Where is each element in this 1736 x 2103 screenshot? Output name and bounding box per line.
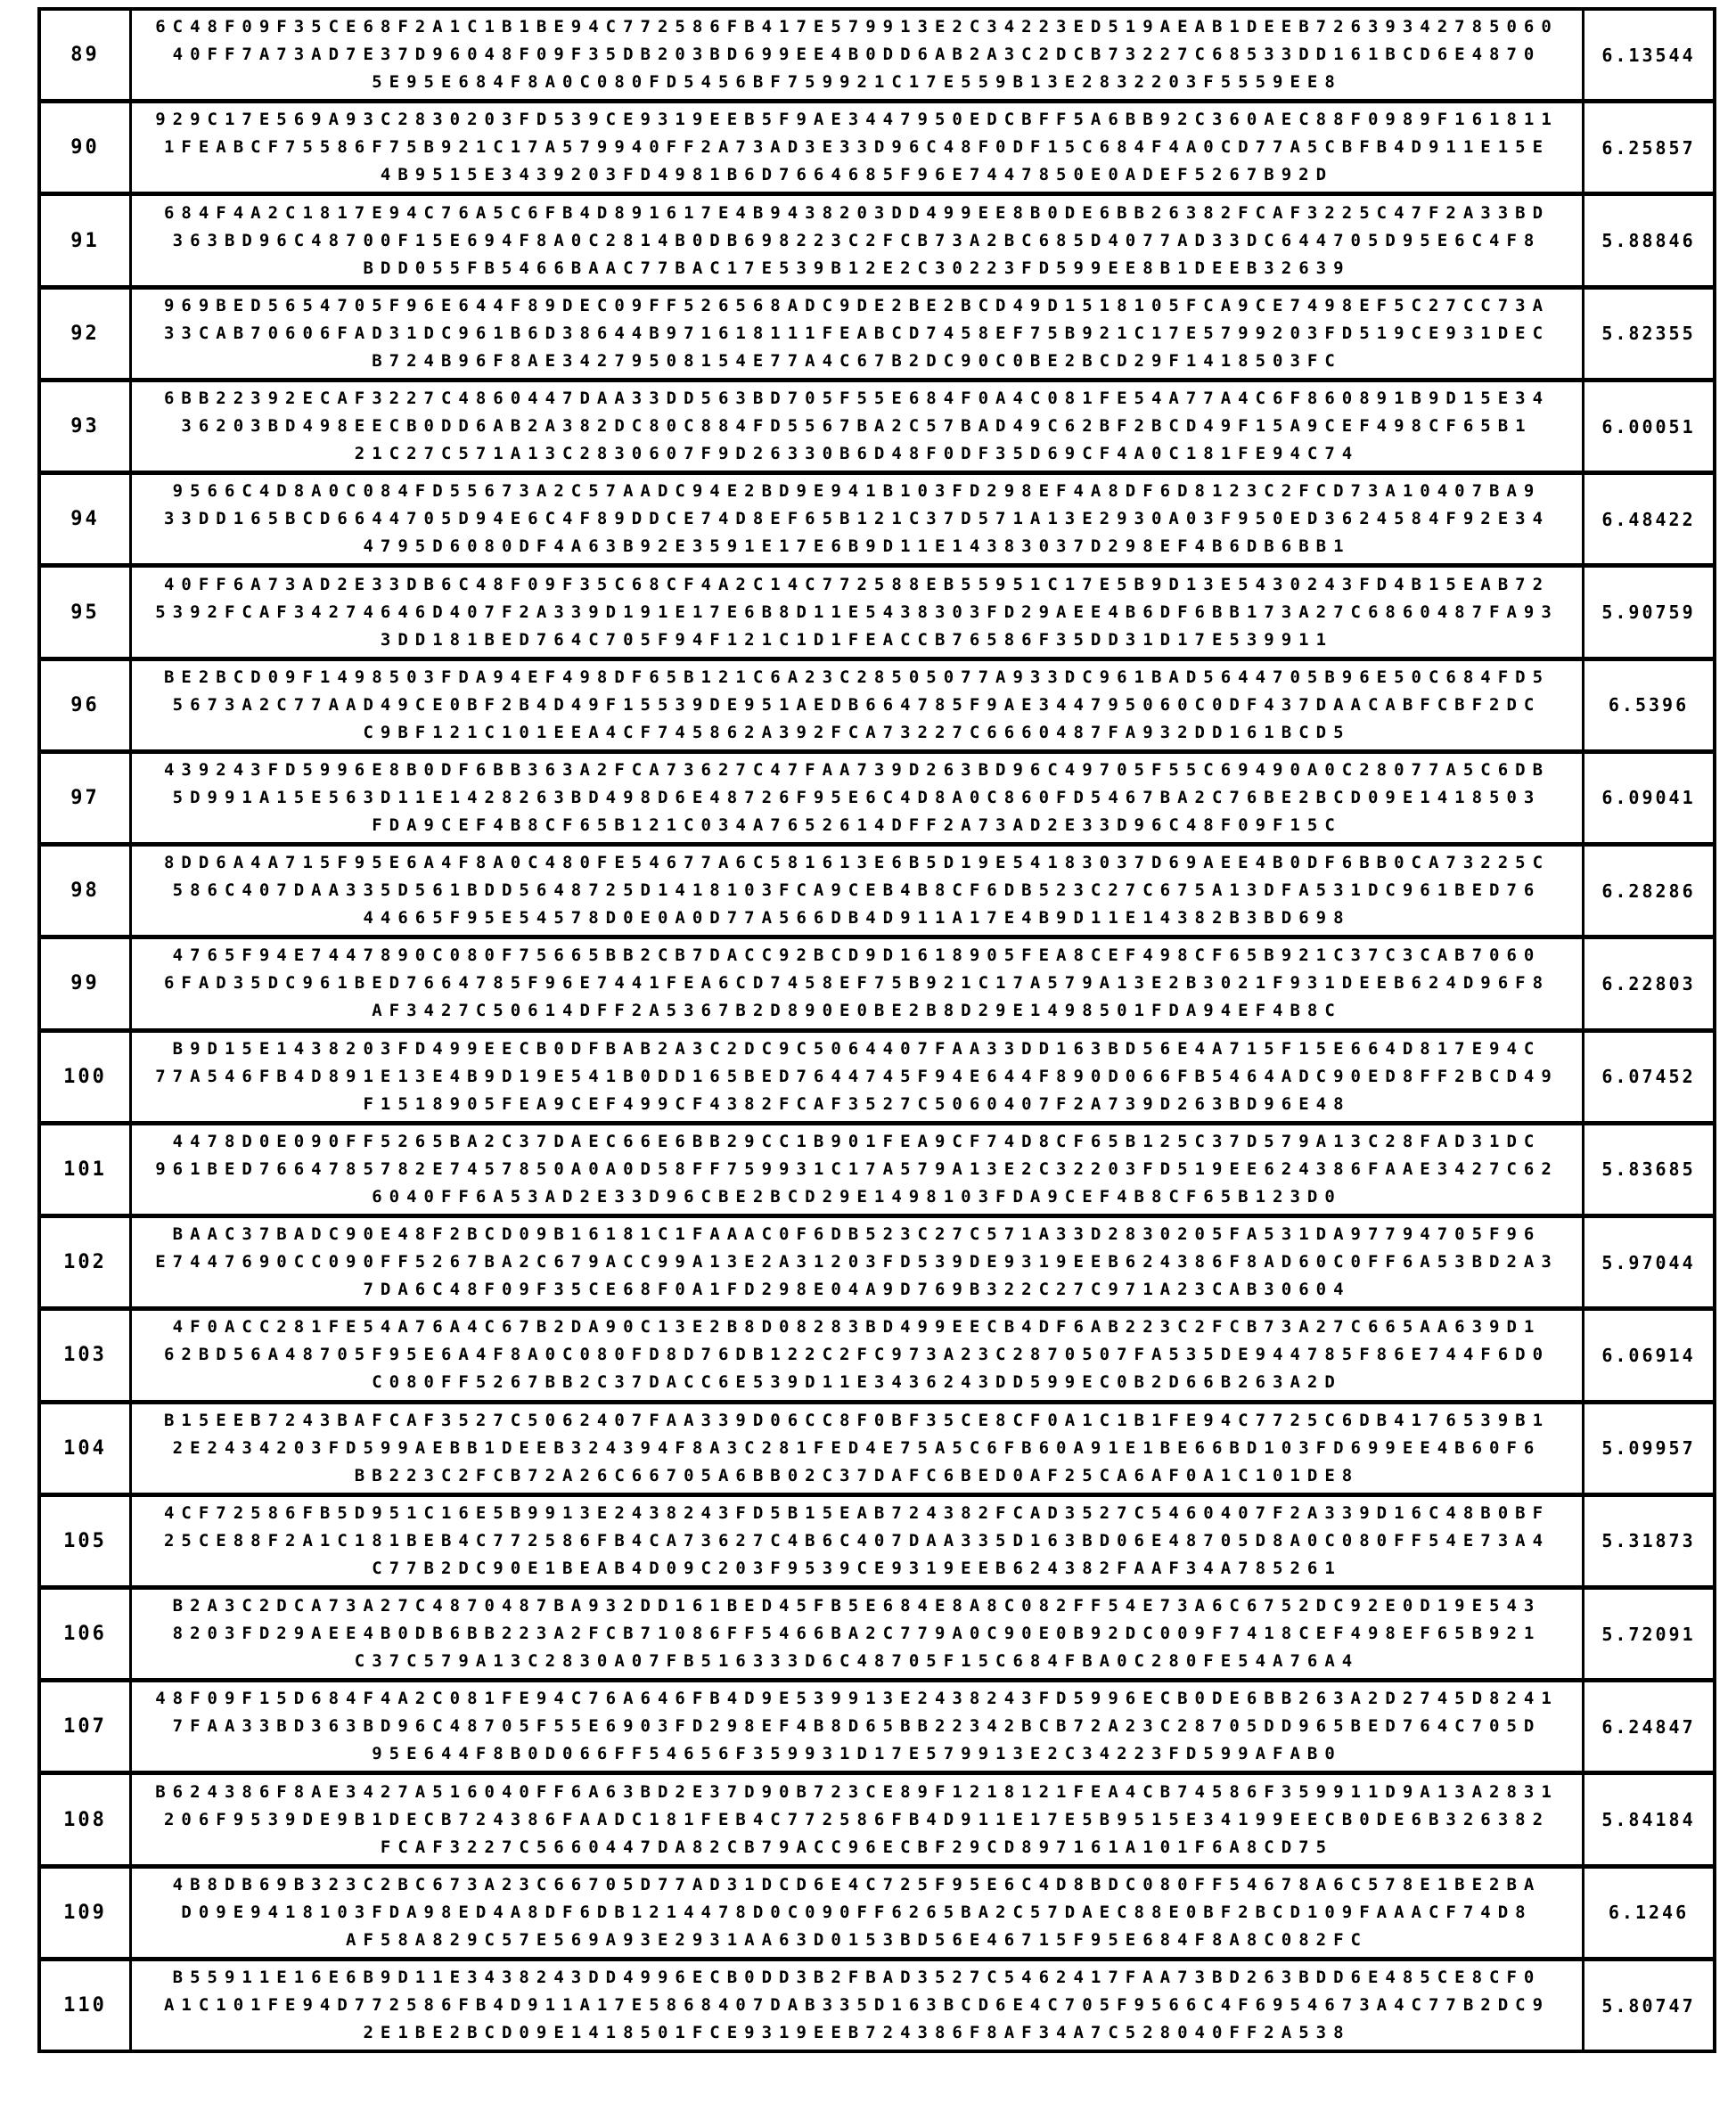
- hex-data-cell: [132, 1497, 1585, 1585]
- hex-line-1: B55911E16E6B9D11E3438243DD4996ECB0DD3B2FBAD3527C5462417FAA73BD263BDD6E485CE8CF0: [172, 1968, 1542, 1988]
- table-row: [41, 1869, 1713, 1961]
- table-row: [41, 1125, 1713, 1218]
- hex-line-2: D09E9418103FDA98ED4A8DF6DB1214478D0C090FF6265BA2C57DAEC88E0BF2BCD109FAAACF74D8: [181, 1902, 1533, 1922]
- row-index-cell: 108: [41, 1775, 132, 1863]
- table-row: [41, 1311, 1713, 1403]
- hex-line-2: 961BED7664785782E7457850A0A0D58FF759931C17A579A13E2C32203FD519EE624386FAAE3427C62: [155, 1158, 1559, 1179]
- value-cell: 5.97044: [1601, 1251, 1696, 1273]
- value-cell: 6.06914: [1601, 1344, 1696, 1366]
- row-index-cell: 95: [41, 568, 132, 656]
- hex-data-cell: [132, 1033, 1585, 1121]
- hex-line-3: 6040FF6A53AD2E33D96CBE2BCD29E1498103FDA9CEF4B8CF65B123D0: [372, 1186, 1342, 1207]
- value-cell: 6.07452: [1601, 1066, 1696, 1088]
- hex-data-cell: [132, 939, 1585, 1027]
- hex-line-1: B2A3C2DCA73A27C4870487BA932DD161BED45FB5E684E8A8C082FF54E73A6C6752DC92E0D19E543: [172, 1596, 1542, 1616]
- value-cell: 6.1246: [1608, 1902, 1690, 1924]
- hex-line-1: B9D15E1438203FD499EECB0DFBAB2A3C2DC9C5064407FAA33DD163BD56E4A715F15E664D817E94C: [172, 1038, 1542, 1059]
- row-index-cell: 89: [41, 11, 132, 99]
- hex-line-2: A1C101FE94D772586FB4D911A17E5868407DAB335D163BCD6E4C705F9566C4F6954673A4C77B2DC9: [163, 1995, 1551, 2016]
- hex-line-1: 969BED5654705F96E644F89DEC09FF526568ADC9DE2BE2BCD49D1518105FCA9CE7498EF5C27CC73A: [163, 295, 1551, 315]
- row-index-cell: 98: [41, 847, 132, 935]
- table-row: [41, 1590, 1713, 1682]
- hex-line-2: 33DD165BCD6644705D94E6C4F89DDCE74D8EF65B121C37D571A13E2930A03F950ED3624584F92E34: [163, 509, 1551, 529]
- hex-data-cell: [132, 475, 1585, 563]
- hex-data-cell: [132, 1682, 1585, 1771]
- hex-line-2: 5673A2C77AAD49CE0BF2B4D49F15539DE951AEDB664785F9AE344795060C0DF437DAACABFCBF2DC: [172, 694, 1542, 715]
- value-cell: 5.88846: [1601, 230, 1696, 252]
- row-index-cell: 110: [41, 1961, 132, 2050]
- hex-line-1: 684F4A2C1817E94C76A5C6FB4D891617E4B9438203DD499EE8B0DE6BB26382FCAF3225C47F2A33BD: [163, 202, 1551, 223]
- value-cell: 6.22803: [1601, 972, 1696, 994]
- hex-line-3: 7DA6C48F09F35CE68F0A1FD298E04A9D769B322C27C971A23CAB30604: [363, 1280, 1351, 1300]
- hex-line-3: F1518905FEA9CEF499CF4382FCAF3527C5060407F2A739D263BD96E48: [363, 1093, 1351, 1114]
- hex-line-1: 9566C4D8A0C084FD55673A2C57AADC94E2BD9E941B103FD298EF4A8DF6D8123C2FCD73A10407BA9: [172, 481, 1542, 502]
- table-row: [41, 661, 1713, 754]
- table-row: [41, 1404, 1713, 1497]
- hex-data-cell: [132, 103, 1585, 192]
- hex-data-cell: [132, 1775, 1585, 1863]
- hex-line-3: FDA9CEF4B8CF65B121C034A7652614DFF2A73AD2E33D96C48F09F15C: [372, 814, 1342, 835]
- table-row: [41, 1775, 1713, 1868]
- hex-data-cell: [132, 1869, 1585, 1957]
- hex-data-cell: [132, 382, 1585, 471]
- value-cell: 5.84184: [1601, 1809, 1696, 1831]
- hex-line-1: 439243FD5996E8B0DF6BB363A2FCA73627C47FAA739D263BD96C49705F55C69490A0C28077A5C6DB: [163, 759, 1551, 780]
- hex-line-1: 6C48F09F35CE68F2A1C1B1BE94C772586FB417E579913E2C34223ED519AEAB1DEEB72639342785060: [155, 17, 1559, 37]
- hex-data-table: [37, 7, 1716, 2053]
- hex-data-cell: [132, 290, 1585, 378]
- row-index-cell: 96: [41, 661, 132, 749]
- hex-line-1: BE2BCD09F1498503FDA94EF498DF65B121C6A23C28505077A933DC961BAD5644705B96E50C684FD5: [163, 667, 1551, 687]
- hex-line-2: 363BD96C48700F15E694F8A0C2814B0DB698223C2FCB73A2BC685D4077AD33DC644705D95E6C4F8: [172, 230, 1542, 250]
- hex-line-2: 62BD56A48705F95E6A4F8A0C080FD8D76DB122C2FC973A23C2870507FA535DE944785F86E744F6D0: [163, 1345, 1551, 1365]
- value-cell: 5.09957: [1601, 1437, 1696, 1460]
- hex-line-2: 5392FCAF34274646D407F2A339D191E17E6B8D11E5438303FD29AEE4B6DF6BB173A27C6860487FA93: [155, 601, 1559, 622]
- table-row: [41, 103, 1713, 196]
- hex-line-3: C9BF121C101EEA4CF745862A392FCA73227C6660487FA932DD161BCD5: [363, 722, 1351, 742]
- row-index-cell: 92: [41, 290, 132, 378]
- value-cell: 5.72091: [1601, 1623, 1696, 1645]
- hex-line-3: C080FF5267BB2C37DACC6E539D11E3436243DD599EC0B2D66B263A2D: [372, 1372, 1342, 1393]
- hex-line-2: 25CE88F2A1C181BEB4C772586FB4CA73627C4B6C407DAA335D163BD06E48705D8A0C080FF54E73A4: [163, 1530, 1551, 1551]
- hex-data-cell: [132, 1590, 1585, 1678]
- hex-data-cell: [132, 1125, 1585, 1214]
- hex-line-3: AF58A829C57E569A93E2931AA63D0153BD56E46715F95E684F8A8C082FC: [346, 1929, 1368, 1950]
- hex-data-cell: [132, 847, 1585, 935]
- hex-data-cell: [132, 1961, 1585, 2050]
- row-index-cell: 90: [41, 103, 132, 192]
- hex-line-3: FCAF3227C5660447DA82CB79ACC96ECBF29CD897161A101F6A8CD75: [380, 1837, 1334, 1857]
- value-cell: 6.09041: [1601, 787, 1696, 809]
- hex-line-1: BAAC37BADC90E48F2BCD09B16181C1FAAAC0F6DB523C27C571A33D2830205FA531DA97794705F96: [172, 1224, 1542, 1245]
- hex-line-1: 4B8DB69B323C2BC673A23C66705D77AD31DCD6E4C725F95E6C4D8BDC080FF54678A6C578E1BE2BA: [172, 1874, 1542, 1894]
- value-cell: 6.28286: [1601, 880, 1696, 902]
- hex-data-cell: [132, 1218, 1585, 1306]
- hex-data-cell: [132, 1404, 1585, 1493]
- table-row: [41, 847, 1713, 939]
- hex-line-3: 4795D6080DF4A63B92E3591E17E6B9D11E14383037D298EF4B6DB6BB1: [363, 536, 1351, 557]
- hex-line-3: C77B2DC90E1BEAB4D09C203F9539CE9319EEB624382FAAF34A785261: [372, 1558, 1342, 1578]
- hex-data-cell: [132, 661, 1585, 749]
- hex-line-2: 6FAD35DC961BED7664785F96E7441FEA6CD7458EF75B921C17A579A13E2B3021F931DEEB624D96F8: [163, 973, 1551, 994]
- hex-line-2: 7FAA33BD363BD96C48705F55E6903FD298EF4B8D65BB22342BCB72A23C28705DD965BED764C705D: [172, 1716, 1542, 1737]
- hex-data-cell: [132, 568, 1585, 656]
- value-cell: 5.80747: [1601, 1994, 1696, 2017]
- row-index-cell: 102: [41, 1218, 132, 1306]
- row-index-cell: 99: [41, 939, 132, 1027]
- hex-line-2: 2E2434203FD599AEBB1DEEB324394F8A3C281FED4E75A5C6FB60A91E1BE66BD103FD699EE4B60F6: [172, 1437, 1542, 1458]
- hex-line-2: 40FF7A73AD7E37D96048F09F35DB203BD699EE4B0DD6AB2A3C2DCB73227C68533DD161BCD6E4870: [172, 45, 1542, 65]
- hex-line-2: 36203BD498EECB0DD6AB2A382DC80C884FD5567BA2C57BAD49C62BF2BCD49F15A9CEF498CF65B1: [181, 416, 1533, 437]
- value-cell: 5.82355: [1601, 323, 1696, 345]
- hex-line-1: 6BB22392ECAF3227C4860447DAA33DD563BD705F55E684F0A4C081FE54A77A4C6F860891B9D15E34: [163, 389, 1551, 409]
- hex-data-cell: [132, 1311, 1585, 1399]
- table-row: [41, 754, 1713, 847]
- hex-line-1: 4F0ACC281FE54A76A4C67B2DA90C13E2B8D08283BD499EECB4DF6AB223C2FCB73A27C665AA639D1: [172, 1317, 1542, 1338]
- hex-line-1: 4478D0E090FF5265BA2C37DAEC66E6BB29CC1B901FEA9CF74D8CF65B125C37D579A13C28FAD31DC: [172, 1131, 1542, 1151]
- hex-line-3: C37C579A13C2830A07FB516333D6C48705F15C684FBA0C280FE54A76A4: [354, 1651, 1360, 1672]
- row-index-cell: 97: [41, 754, 132, 842]
- value-cell: 6.00051: [1601, 415, 1696, 438]
- value-cell: 6.48422: [1601, 508, 1696, 530]
- hex-data-cell: [132, 754, 1585, 842]
- table-row: [41, 1961, 1713, 2050]
- table-row: [41, 11, 1713, 103]
- hex-line-2: 586C407DAA335D561BDD5648725D1418103FCA9CEB4B8CF6DB523C27C675A13DFA531DC961BED76: [172, 880, 1542, 901]
- hex-line-2: 206F9539DE9B1DECB724386FAADC181FEB4C772586FB4D911E17E5B9515E34199EECB0DE6B326382: [163, 1809, 1551, 1829]
- row-index-cell: 93: [41, 382, 132, 471]
- hex-line-3: BB223C2FCB72A26C66705A6BB02C37DAFC6BED0AF25CA6AF0A1C101DE8: [354, 1465, 1360, 1485]
- row-index-cell: 91: [41, 196, 132, 284]
- table-row: [41, 1497, 1713, 1590]
- table-row: [41, 382, 1713, 475]
- hex-line-3: AF3427C50614DFF2A5367B2D890E0BE2B8D29E1498501FDA94EF4B8C: [372, 1001, 1342, 1021]
- row-index-cell: 101: [41, 1125, 132, 1214]
- hex-line-3: B724B96F8AE34279508154E77A4C67B2DC90C0BE2BCD29F1418503FC: [372, 350, 1342, 371]
- hex-line-3: 21C27C571A13C2830607F9D26330B6D48F0DF35D69CF4A0C181FE94C74: [354, 444, 1360, 464]
- hex-line-1: 40FF6A73AD2E33DB6C48F09F35C68CF4A2C14C772588EB55951C17E5B9D13E5430243FD4B15EAB72: [163, 574, 1551, 594]
- hex-line-1: 929C17E569A93C2830203FD539CE9319EEB5F9AE3447950EDCBFF5A6BB92C360AEC88F0989F161811: [155, 110, 1559, 130]
- table-row: [41, 568, 1713, 660]
- table-row: [41, 475, 1713, 568]
- row-index-cell: 106: [41, 1590, 132, 1678]
- value-cell: 5.90759: [1601, 601, 1696, 624]
- table-row: [41, 1033, 1713, 1125]
- hex-line-3: 95E644F8B0D066FF54656F359931D17E579913E2C34223FD599AFAB0: [372, 1744, 1342, 1764]
- value-cell: 6.13544: [1601, 44, 1696, 66]
- hex-line-1: 4CF72586FB5D951C16E5B9913E2438243FD5B15EAB724382FCAD3527C5460407F2A339D16C48B0BF: [163, 1502, 1551, 1523]
- hex-line-3: 5E95E684F8A0C080FD5456BF759921C17E559B13E2832203F5559EE8: [372, 72, 1342, 93]
- hex-line-2: 33CAB70606FAD31DC961B6D38644B971618111FEABCD7458EF75B921C17E5799203FD519CE931DEC: [163, 323, 1551, 343]
- hex-line-1: B15EEB7243BAFCAF3527C5062407FAA339D06CC8F0BF35CE8CF0A1C1B1FE94C7725C6DB4176539B1: [163, 1410, 1551, 1430]
- row-index-cell: 107: [41, 1682, 132, 1771]
- hex-line-2: 8203FD29AEE4B0DB6BB223A2FCB71086FF5466BA2C779A0C90E0B92DC009F7418CEF498EF65B921: [172, 1624, 1542, 1644]
- row-index-cell: 109: [41, 1869, 132, 1957]
- hex-line-3: 4B9515E3439203FD4981B6D7664685F96E7447850E0ADEF5267B92D: [380, 165, 1334, 185]
- row-index-cell: 100: [41, 1033, 132, 1121]
- table-row: [41, 1682, 1713, 1775]
- hex-line-2: 5D991A15E563D11E1428263BD498D6E48726F95E6C4D8A0C860FD5467BA2C76BE2BCD09E1418503: [172, 787, 1542, 807]
- value-cell: 6.5396: [1608, 694, 1690, 716]
- row-index-cell: 94: [41, 475, 132, 563]
- row-index-cell: 104: [41, 1404, 132, 1493]
- value-cell: 5.31873: [1601, 1530, 1696, 1552]
- hex-line-1: B624386F8AE3427A516040FF6A63BD2E37D90B723CE89F1218121FEA4CB74586F359911D9A13A2831: [155, 1781, 1559, 1802]
- table-row: [41, 290, 1713, 382]
- hex-line-1: 8DD6A4A715F95E6A4F8A0C480FE54677A6C581613E6B5D19E54183037D69AEE4B0DF6BB0CA73225C: [163, 853, 1551, 873]
- hex-line-2: 1FEABCF75586F75B921C17A579940FF2A73AD3E33D96C48F0DF15C684F4A0CD77A5CBFB4D911E15E: [163, 137, 1551, 158]
- value-cell: 6.25857: [1601, 136, 1696, 159]
- hex-line-2: 77A546FB4D891E13E4B9D19E541B0DD165BED7644745F94E644F890D066FB5464ADC90ED8FF2BCD49: [155, 1066, 1559, 1086]
- hex-line-3: 2E1BE2BCD09E1418501FCE9319EEB724386F8AF34A7C528040FF2A538: [363, 2023, 1351, 2043]
- table-row: [41, 196, 1713, 289]
- hex-line-2: E7447690CC090FF5267BA2C679ACC99A13E2A31203FD539DE9319EEB624386F8AD60C0FF6A53BD2A3: [155, 1252, 1559, 1272]
- value-cell: 6.24847: [1601, 1715, 1696, 1738]
- table-row: [41, 939, 1713, 1032]
- hex-data-cell: [132, 11, 1585, 99]
- row-index-cell: 103: [41, 1311, 132, 1399]
- hex-line-1: 4765F94E7447890C080F75665BB2CB7DACC92BCD9D1618905FEA8CEF498CF65B921C37C3CAB7060: [172, 945, 1542, 966]
- hex-line-3: 3DD181BED764C705F94F121C1D1FEACCB76586F35DD31D17E539911: [380, 629, 1334, 650]
- hex-line-3: BDD055FB5466BAAC77BAC17E539B12E2C30223FD599EE8B1DEEB32639: [363, 258, 1351, 278]
- row-index-cell: 105: [41, 1497, 132, 1585]
- hex-line-3: 44665F95E54578D0E0A0D77A566DB4D911A17E4B9D11E14382B3BD698: [363, 908, 1351, 929]
- hex-data-cell: [132, 196, 1585, 284]
- value-cell: 5.83685: [1601, 1158, 1696, 1181]
- hex-line-1: 48F09F15D684F4A2C081FE94C76A646FB4D9E539913E2438243FD5996ECB0DE6BB263A2D2745D8241: [155, 1689, 1559, 1709]
- table-row: [41, 1218, 1713, 1311]
